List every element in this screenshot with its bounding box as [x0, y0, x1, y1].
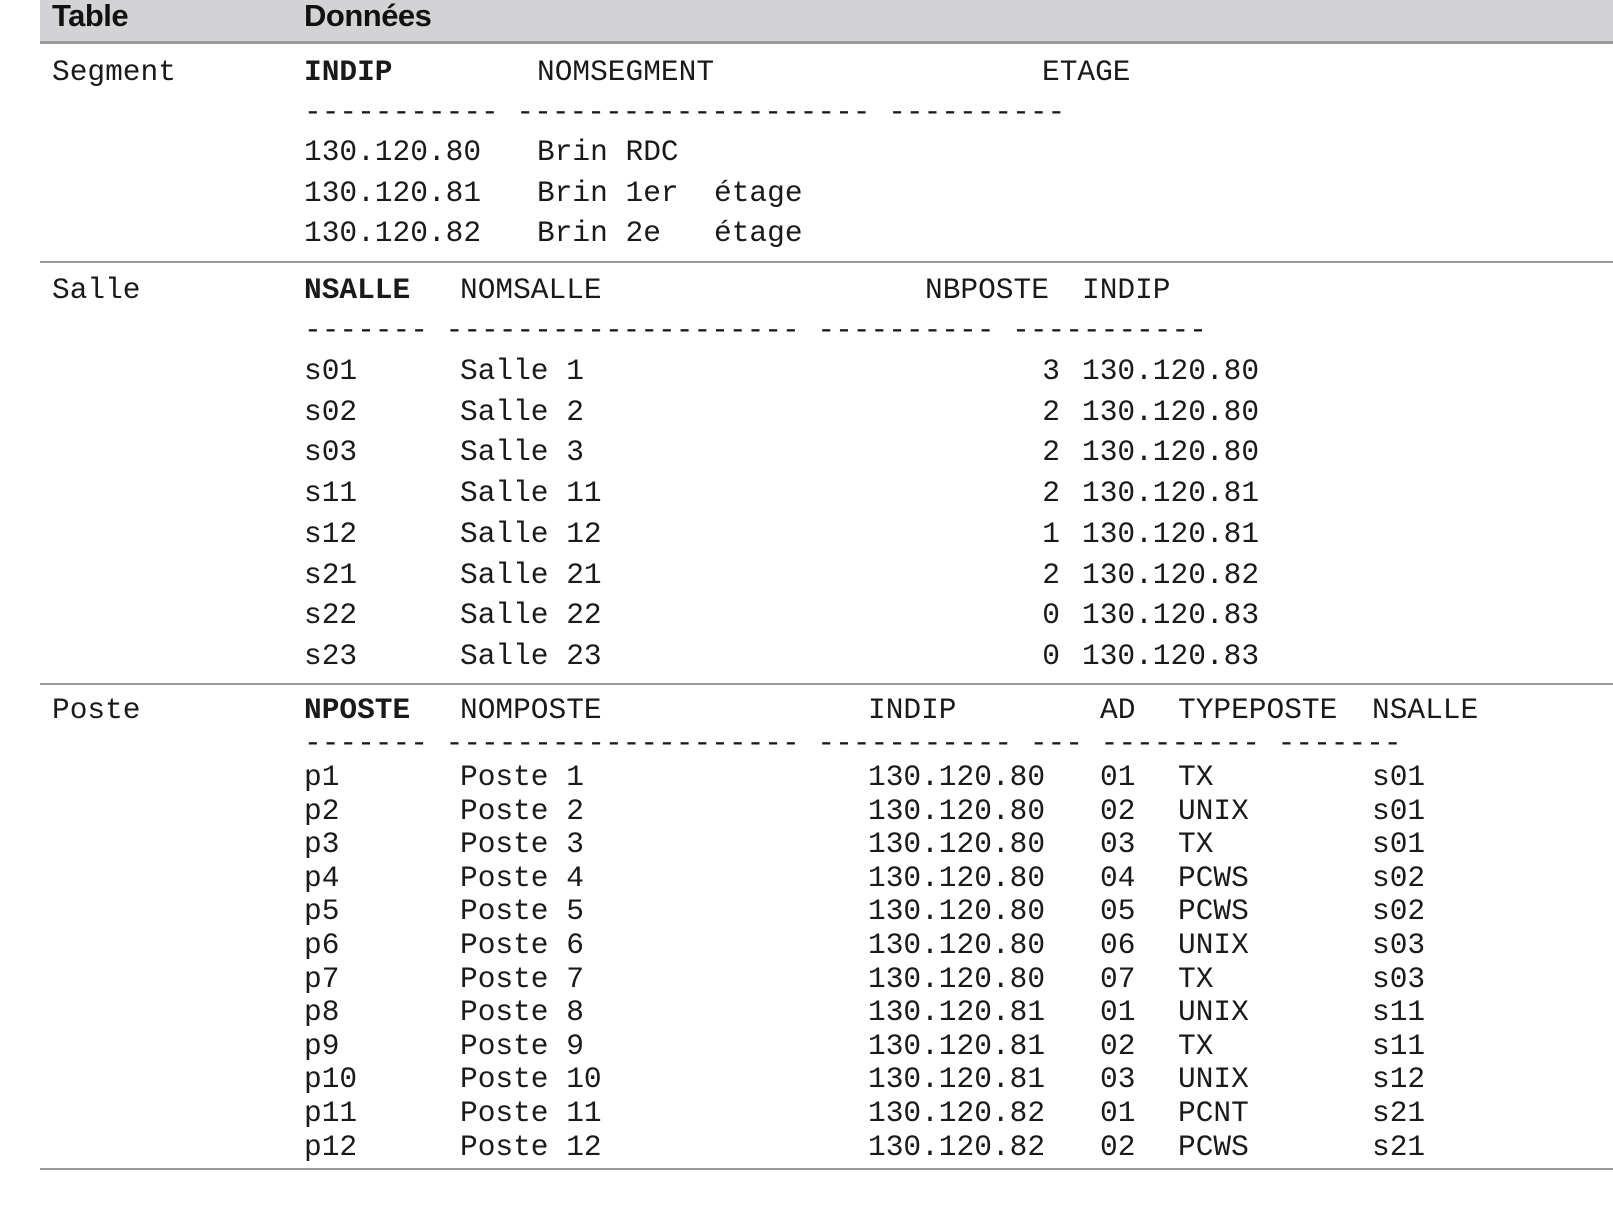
poste-cell-indip: 130.120.81 [868, 1028, 1046, 1063]
poste-cell-nomposte: Poste 8 [460, 995, 584, 1030]
poste-cell-nomposte: Poste 4 [460, 860, 584, 895]
salle-cell-nbposte: 2 [1042, 476, 1060, 511]
poste-cell-nsalle: s21 [1372, 1096, 1426, 1130]
poste-cell-typeposte: UNIX [1178, 928, 1249, 962]
poste-cell-ad: 05 [1100, 894, 1136, 929]
poste-col-ad: AD [1100, 693, 1136, 727]
salle-cell-indip: 130.120.80 [1082, 354, 1260, 388]
poste-cell-nsalle: s11 [1372, 1028, 1426, 1063]
poste-cell-ad: 03 [1100, 827, 1136, 862]
poste-cell-nsalle: s02 [1372, 894, 1426, 929]
poste-col-nposte: NPOSTE [304, 693, 411, 727]
poste-cell-nposte: p6 [304, 928, 340, 962]
salle-cell-nbposte: 2 [1042, 394, 1060, 429]
poste-cell-nsalle: s02 [1372, 860, 1426, 895]
poste-cell-typeposte: UNIX [1178, 995, 1249, 1030]
poste-cell-ad: 02 [1100, 1028, 1136, 1063]
salle-cell-nbposte: 3 [1042, 354, 1060, 388]
poste-cell-nsalle: s11 [1372, 995, 1426, 1030]
poste-cell-nomposte: Poste 5 [460, 894, 584, 929]
salle-cell-nsalle: s23 [304, 638, 358, 673]
salle-col-nomsalle: NOMSALLE [460, 273, 602, 307]
salle-cell-nomsalle: Salle 21 [460, 557, 602, 592]
salle-cell-nomsalle: Salle 1 [460, 354, 584, 388]
poste-cell-nsalle: s21 [1372, 1129, 1426, 1164]
salle-cell-indip: 130.120.80 [1082, 435, 1260, 470]
salle-col-indip: INDIP [1082, 273, 1171, 307]
poste-cell-indip: 130.120.80 [868, 928, 1046, 962]
salle-cell-nomsalle: Salle 11 [460, 476, 602, 511]
poste-cell-typeposte: TX [1178, 827, 1214, 862]
poste-cell-ad: 06 [1100, 928, 1136, 962]
salle-cell-nsalle: s12 [304, 516, 358, 551]
segment-col-nomsegment: NOMSEGMENT [537, 55, 715, 89]
salle-cell-indip: 130.120.81 [1082, 516, 1260, 551]
poste-cell-indip: 130.120.80 [868, 894, 1046, 929]
salle-cell-nomsalle: Salle 23 [460, 638, 602, 673]
segment-cell-nomsegment: Brin 1er étage [537, 175, 803, 210]
salle-cell-indip: 130.120.81 [1082, 476, 1260, 511]
segment-table-name: Segment [52, 55, 176, 89]
poste-cell-ad: 01 [1100, 760, 1136, 794]
poste-cell-nposte: p8 [304, 995, 340, 1030]
poste-cell-ad: 03 [1100, 1062, 1136, 1097]
poste-cell-nposte: p11 [304, 1096, 358, 1130]
divider [40, 683, 1613, 685]
salle-cell-nomsalle: Salle 3 [460, 435, 584, 470]
divider [40, 261, 1613, 263]
salle-cell-nbposte: 1 [1042, 516, 1060, 551]
poste-cell-typeposte: UNIX [1178, 1062, 1249, 1097]
poste-cell-nomposte: Poste 9 [460, 1028, 584, 1063]
salle-cell-nomsalle: Salle 12 [460, 516, 602, 551]
poste-cell-indip: 130.120.80 [868, 760, 1046, 794]
poste-col-indip: INDIP [868, 693, 957, 727]
poste-cell-nposte: p2 [304, 793, 340, 828]
poste-cell-nposte: p1 [304, 760, 340, 794]
poste-col-typeposte: TYPEPOSTE [1178, 693, 1338, 727]
poste-cell-ad: 07 [1100, 961, 1136, 996]
salle-cell-nsalle: s21 [304, 557, 358, 592]
poste-cell-ad: 04 [1100, 860, 1136, 895]
poste-cell-nsalle: s03 [1372, 961, 1426, 996]
poste-cell-nomposte: Poste 2 [460, 793, 584, 828]
salle-cell-nbposte: 2 [1042, 557, 1060, 592]
salle-cell-indip: 130.120.80 [1082, 394, 1260, 429]
poste-cell-ad: 01 [1100, 1096, 1136, 1130]
poste-cell-nsalle: s01 [1372, 760, 1426, 794]
segment-col-indip: INDIP [304, 55, 393, 89]
table-header [40, 0, 1613, 44]
poste-cell-nposte: p4 [304, 860, 340, 895]
salle-col-nsalle: NSALLE [304, 273, 411, 307]
salle-table-name: Salle [52, 273, 141, 307]
poste-cell-nomposte: Poste 12 [460, 1129, 602, 1164]
poste-cell-ad: 01 [1100, 995, 1136, 1030]
poste-cell-nposte: p10 [304, 1062, 358, 1097]
poste-cell-indip: 130.120.81 [868, 995, 1046, 1030]
poste-cell-nomposte: Poste 11 [460, 1096, 602, 1130]
poste-cell-nposte: p9 [304, 1028, 340, 1063]
poste-cell-indip: 130.120.82 [868, 1096, 1046, 1130]
poste-cell-typeposte: PCWS [1178, 860, 1249, 895]
salle-cell-nbposte: 2 [1042, 435, 1060, 470]
salle-cell-nbposte: 0 [1042, 638, 1060, 673]
poste-cell-nsalle: s01 [1372, 793, 1426, 828]
poste-cell-typeposte: TX [1178, 961, 1214, 996]
poste-cell-typeposte: PCNT [1178, 1096, 1249, 1130]
segment-cell-indip: 130.120.81 [304, 175, 482, 210]
salle-cell-nomsalle: Salle 22 [460, 598, 602, 633]
poste-cell-nomposte: Poste 1 [460, 760, 584, 794]
poste-col-nsalle: NSALLE [1372, 693, 1479, 727]
poste-cell-nsalle: s01 [1372, 827, 1426, 862]
poste-separator: ------- -------------------- ----------- --- --------- ------- [304, 726, 1402, 760]
poste-cell-ad: 02 [1100, 793, 1136, 828]
header-data-label: Données [304, 0, 432, 33]
salle-col-nbposte: NBPOSTE [925, 273, 1049, 307]
segment-col-etage: ETAGE [1042, 55, 1131, 89]
salle-cell-nsalle: s02 [304, 394, 358, 429]
salle-cell-nsalle: s22 [304, 598, 358, 633]
segment-cell-indip: 130.120.80 [304, 135, 482, 169]
poste-cell-indip: 130.120.82 [868, 1129, 1046, 1164]
poste-table-name: Poste [52, 693, 141, 727]
poste-cell-indip: 130.120.80 [868, 827, 1046, 862]
salle-cell-indip: 130.120.82 [1082, 557, 1260, 592]
salle-cell-nomsalle: Salle 2 [460, 394, 584, 429]
poste-cell-typeposte: UNIX [1178, 793, 1249, 828]
poste-cell-ad: 02 [1100, 1129, 1136, 1164]
poste-col-nomposte: NOMPOSTE [460, 693, 602, 727]
salle-separator: ------- -------------------- ---------- ----------- [304, 313, 1207, 347]
poste-cell-nomposte: Poste 7 [460, 961, 584, 996]
poste-cell-nomposte: Poste 3 [460, 827, 584, 862]
poste-cell-nomposte: Poste 10 [460, 1062, 602, 1097]
poste-cell-indip: 130.120.80 [868, 961, 1046, 996]
salle-cell-nsalle: s03 [304, 435, 358, 470]
poste-cell-typeposte: TX [1178, 1028, 1214, 1063]
poste-cell-nposte: p12 [304, 1129, 358, 1164]
poste-cell-indip: 130.120.80 [868, 860, 1046, 895]
poste-cell-indip: 130.120.81 [868, 1062, 1046, 1097]
header-table-label: Table [52, 0, 129, 33]
segment-cell-indip: 130.120.82 [304, 216, 482, 251]
segment-cell-nomsegment: Brin 2e étage [537, 216, 803, 251]
salle-cell-indip: 130.120.83 [1082, 638, 1260, 673]
salle-cell-nsalle: s01 [304, 354, 358, 388]
poste-cell-nposte: p7 [304, 961, 340, 996]
salle-cell-nbposte: 0 [1042, 598, 1060, 633]
poste-cell-typeposte: PCWS [1178, 1129, 1249, 1164]
poste-cell-indip: 130.120.80 [868, 793, 1046, 828]
poste-cell-nomposte: Poste 6 [460, 928, 584, 962]
segment-separator: ----------- -------------------- ---------- [304, 95, 1066, 129]
salle-cell-nsalle: s11 [304, 476, 358, 511]
divider [40, 1168, 1613, 1170]
poste-cell-nposte: p5 [304, 894, 340, 929]
poste-cell-nsalle: s12 [1372, 1062, 1426, 1097]
poste-cell-typeposte: PCWS [1178, 894, 1249, 929]
poste-cell-nsalle: s03 [1372, 928, 1426, 962]
salle-cell-indip: 130.120.83 [1082, 598, 1260, 633]
segment-cell-nomsegment: Brin RDC [537, 135, 679, 169]
poste-cell-nposte: p3 [304, 827, 340, 862]
poste-cell-typeposte: TX [1178, 760, 1214, 794]
